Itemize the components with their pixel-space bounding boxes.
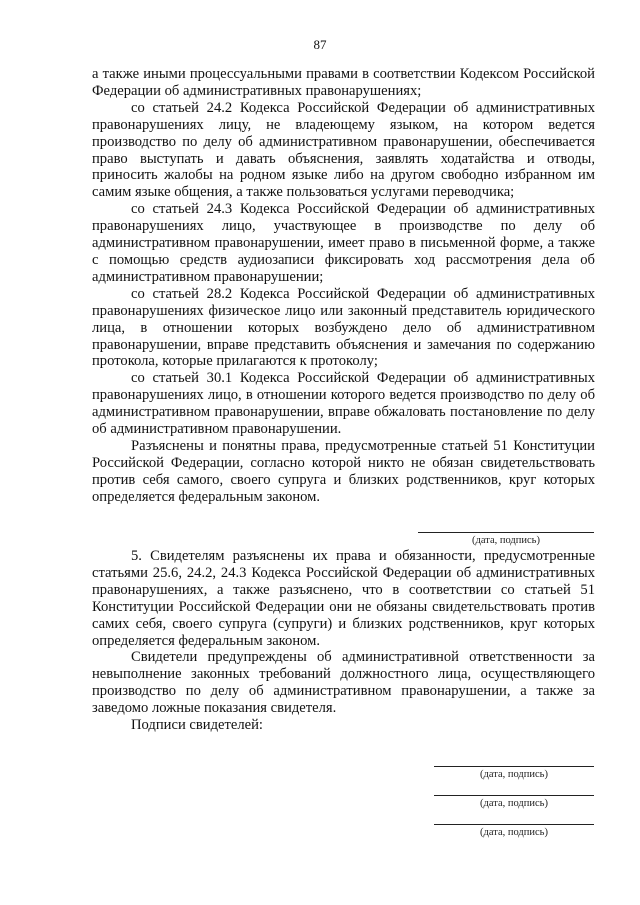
witness-signature-caption: (дата, подпись) <box>480 769 548 780</box>
page-number: 87 <box>313 37 327 52</box>
paragraph: 5. Свидетелям разъяснены их права и обязанности, предусмотренные статьями 25.6, 24.2, 24.3 Кодекса Российской Федерации об административных правонарушениях, а также разъяснено, что в соответствии со статьей 51 Конституции Российской Федерации они не обязаны свидетельствовать против самих себя, своего супруга (супруги) и близких родственников, круг которых определяется федеральным законом. <box>92 548 595 649</box>
witness-signature-line <box>434 766 594 767</box>
paragraph: со статьей 24.2 Кодекса Российской Федерации об административных правонарушениях лицу, не владеющему языком, на котором ведется производство по делу об административном правонарушении, обеспечивается право выступать и давать объяснения, заявлять ходатайства и отводы, приносить жалобы на родном языке либо на другом свободно избранном им самим языке общения, а также пользоваться услугами переводчика; <box>92 99 595 201</box>
paragraph: со статьей 30.1 Кодекса Российской Федерации об административных правонарушениях лицо, в отношении которого ведется производство по делу об административном правонарушении, вправе обжаловать постановление по делу об административном правонарушении. <box>92 370 595 438</box>
witness-signature-caption: (дата, подпись) <box>480 827 548 838</box>
witness-signature-caption: (дата, подпись) <box>480 798 548 809</box>
paragraph: а также иными процессуальными правами в соответствии Кодексом Российской Федерации об административных правонарушениях; <box>92 66 595 99</box>
rights-text-block <box>92 66 595 506</box>
paragraph: со статьей 24.3 Кодекса Российской Федерации об административных правонарушениях лицо, участвующее в производстве по делу об административном правонарушении, имеет право в письменной форме, а также с помощью средств аудиозаписи фиксировать ход рассмотрения дела об административном правонарушении; <box>92 201 595 285</box>
paragraph: Разъяснены и понятны права, предусмотренные статьей 51 Конституции Российской Федерации, согласно которой никто не обязан свидетельствовать против себя самого, своего супруга и близких родственников, круг которых определяется федеральным законом. <box>92 437 595 505</box>
signature-line <box>418 532 594 533</box>
paragraph: Свидетели предупреждены об административной ответственности за невыполнение законных требований должностного лица, осуществляющего производство по делу об административном правонарушении, а также за заведомо ложные показания свидетеля. <box>92 649 595 717</box>
witness-signature-line <box>434 824 594 825</box>
signature-caption: (дата, подпись) <box>472 535 540 546</box>
witness-signatures-label: Подписи свидетелей: <box>131 717 263 734</box>
paragraph: со статьей 28.2 Кодекса Российской Федерации об административных правонарушениях физическое лицо или законный представитель юридического лица, в отношении которых возбуждено дело об административном правонарушении, вправе представить объяснения и замечания по содержанию протокола, которые прилагаются к протоколу; <box>92 285 595 370</box>
witness-signature-line <box>434 795 594 796</box>
witness-text-block <box>92 548 595 734</box>
